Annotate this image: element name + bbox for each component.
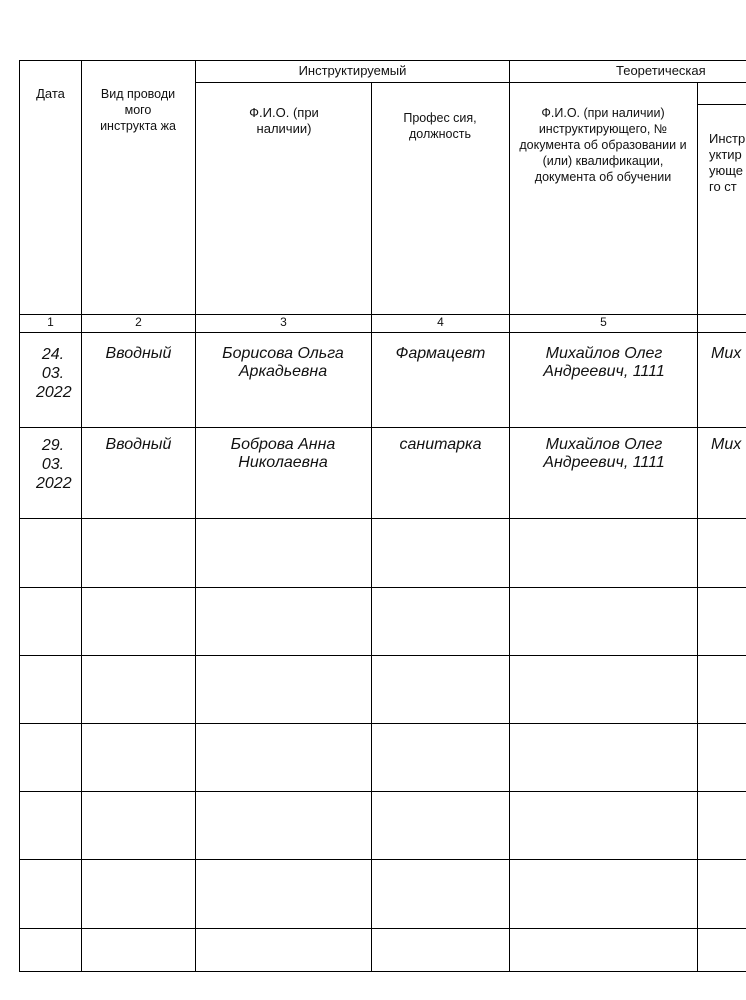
grid-line-top	[19, 60, 746, 61]
column-number: 5	[600, 315, 607, 329]
cell-instructor: Михайлов Олег Андреевич, 1111	[543, 436, 665, 471]
grid-line-col	[371, 82, 372, 972]
grid-line-left	[19, 60, 20, 972]
grid-line-subgroup	[697, 104, 746, 105]
grid-line-numbers-bottom	[19, 332, 746, 333]
cell-instructed-fio: Борисова Ольга Аркадьевна	[222, 345, 344, 380]
column-number: 4	[437, 315, 444, 329]
cell-partial: Мих	[711, 436, 742, 453]
header-instructor-partial: Инструктирующего ст	[709, 131, 746, 194]
grid-line-group-header	[195, 82, 746, 83]
grid-line-col	[697, 82, 698, 972]
grid-line-row	[19, 859, 746, 860]
cell-date: 29. 03. 2022	[36, 437, 72, 492]
cell-date: 24. 03. 2022	[36, 346, 72, 401]
grid-line-row	[19, 655, 746, 656]
cell-partial: Мих	[711, 345, 742, 362]
header-theory-group: Теоретическая	[616, 63, 706, 78]
grid-line-row	[19, 427, 746, 428]
header-profession: Профес сия, должность	[403, 111, 477, 141]
grid-line-col	[81, 60, 82, 972]
column-number: 3	[280, 315, 287, 329]
cell-instructor: Михайлов Олег Андреевич, 1111	[543, 345, 665, 380]
grid-line-row	[19, 928, 746, 929]
grid-line-col	[195, 60, 196, 972]
grid-line-col	[509, 60, 510, 972]
grid-line-row	[19, 518, 746, 519]
cell-profession: Фармацевт	[395, 345, 486, 362]
column-number: 2	[135, 315, 142, 329]
column-number: 1	[47, 315, 54, 329]
cell-profession: санитарка	[399, 436, 482, 453]
cell-briefing-type: Вводный	[105, 345, 172, 362]
grid-line-row	[19, 723, 746, 724]
grid-line-bottom	[19, 971, 746, 972]
grid-line-row	[19, 791, 746, 792]
header-briefing-type: Вид проводи мого инструкта жа	[100, 87, 176, 133]
header-instructed-group: Инструктируемый	[298, 63, 407, 78]
cell-instructed-fio: Боброва Анна Николаевна	[230, 436, 336, 471]
header-date: Дата	[36, 86, 65, 101]
header-instructed-fio: Ф.И.О. (при наличии)	[249, 105, 319, 136]
header-instructor-fio: Ф.И.О. (при наличии) инструктирующего, № документа об образовании и (или) квалификации, документа об обучении	[519, 106, 687, 184]
cell-briefing-type: Вводный	[105, 436, 172, 453]
grid-line-row	[19, 587, 746, 588]
